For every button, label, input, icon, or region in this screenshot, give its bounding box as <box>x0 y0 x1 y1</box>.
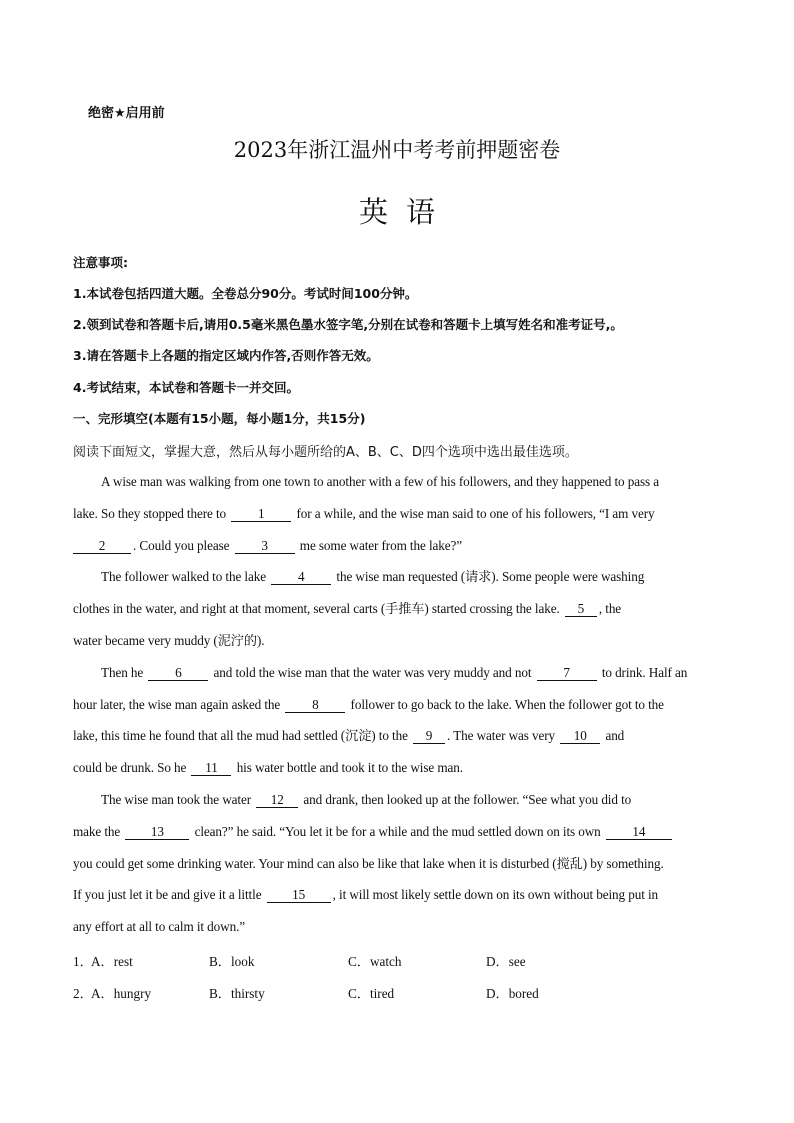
notice-item: 1.本试卷包括四道大题。全卷总分90分。考试时间100分钟。 <box>73 286 418 301</box>
passage-text: and told the wise man that the water was very muddy and not <box>213 664 532 680</box>
passage-text: you could get some drinking water. Your mind can also be like that lake when it is disturbed (搅乱) by something. <box>73 855 664 871</box>
passage-text: If you just let it be and give it a little <box>73 887 262 903</box>
blank-13: 13 <box>125 825 189 840</box>
passage-text: clean?” he said. “You let it be for a while and the mud settled down on its own <box>194 823 601 839</box>
passage-line <box>73 472 723 504</box>
passage-text: A wise man was walking from one town to another with a few of his followers, and they happened to pass a <box>101 474 659 489</box>
passage-line <box>73 885 723 917</box>
passage-text: and <box>605 728 625 744</box>
blank-14: 14 <box>606 825 672 840</box>
blank-4: 4 <box>271 570 331 585</box>
blank-1: 1 <box>231 507 291 522</box>
passage-text: any effort at all to calm it down.” <box>73 919 246 935</box>
passage-line <box>73 822 723 854</box>
passage-line <box>73 917 723 949</box>
blank-12: 12 <box>256 793 298 808</box>
notice-item: 2.领到试卷和答题卡后,请用0.5毫米黑色墨水签字笔,分别在试卷和答题卡上填写姓名和准考证号,。 <box>73 317 623 332</box>
option-d[interactable]: D．bored <box>486 986 539 1001</box>
passage-text: to drink. Half an <box>601 664 688 680</box>
passage-line <box>73 631 723 663</box>
passage-text: for a while, and the wise man said to one of his followers, “I am very <box>296 505 655 521</box>
passage-line <box>73 567 723 599</box>
option-d[interactable]: D．see <box>486 954 526 969</box>
blank-15: 15 <box>267 888 331 903</box>
passage-text: his water bottle and took it to the wise man. <box>236 760 463 776</box>
passage-text: and drank, then looked up at the follower. “See what you did to <box>303 791 632 807</box>
notice-heading: 注意事项: <box>73 255 128 270</box>
passage-line <box>73 663 723 695</box>
passage-text: The wise man took the water <box>101 791 252 807</box>
passage-text: , the <box>598 601 622 617</box>
blank-10: 10 <box>560 729 600 744</box>
passage-text: . Could you please <box>133 537 230 553</box>
option-b[interactable]: B．look <box>209 954 255 969</box>
cloze-passage <box>73 472 723 949</box>
passage-text: , it will most likely settle down on its own without being put in <box>332 887 659 903</box>
blank-11: 11 <box>191 761 231 776</box>
passage-text: clothes in the water, and right at that moment, several carts (手推车) started crossing the lake. <box>73 601 560 617</box>
passage-text: Then he <box>101 664 144 680</box>
passage-text: water became very muddy (泥泞的). <box>73 632 265 648</box>
option-a[interactable]: A．hungry <box>91 986 152 1001</box>
blank-7: 7 <box>537 666 597 681</box>
passage-text: me some water from the lake?” <box>299 537 463 553</box>
option-a[interactable]: A．rest <box>91 954 133 969</box>
subject-title: 英语 <box>358 195 453 229</box>
passage-line <box>73 599 723 631</box>
notice-item: 4.考试结束，本试卷和答题卡一并交回。 <box>73 380 299 395</box>
passage-text: . The water was very <box>447 728 556 744</box>
secret-label: 绝密★启用前 <box>88 106 165 121</box>
passage-text: the wise man requested (请求). Some people were washing <box>336 569 645 585</box>
passage-line <box>73 854 723 886</box>
section-instruction: 阅读下面短文，掌握大意，然后从每小题所给的A、B、C、D四个选项中选出最佳选项。 <box>73 445 578 460</box>
option-c[interactable]: C．watch <box>348 954 402 969</box>
blank-3: 3 <box>235 539 295 554</box>
passage-text: hour later, the wise man again asked the <box>73 696 281 712</box>
passage-line <box>73 504 723 536</box>
passage-line <box>73 695 723 727</box>
notice-item: 3.请在答题卡上各题的指定区域内作答,否则作答无效。 <box>73 348 379 363</box>
passage-text: lake. So they stopped there to <box>73 505 227 521</box>
passage-text: make the <box>73 823 121 839</box>
passage-line <box>73 758 723 790</box>
passage-text: could be drunk. So he <box>73 760 187 776</box>
blank-5: 5 <box>565 602 597 617</box>
option-b[interactable]: B．thirsty <box>209 986 265 1001</box>
blank-8: 8 <box>285 698 345 713</box>
passage-line <box>73 790 723 822</box>
question-number: 2． <box>73 986 93 1001</box>
passage-text: lake, this time he found that all the mud had settled (沉淀) to the <box>73 728 408 744</box>
blank-6: 6 <box>148 666 208 681</box>
exam-title: 2023年浙江温州中考考前押题密卷 <box>233 138 561 162</box>
blank-2: 2 <box>73 539 131 554</box>
blank-9: 9 <box>413 729 445 744</box>
passage-text: The follower walked to the lake <box>101 569 266 585</box>
passage-line <box>73 536 723 568</box>
section-title: 一、完形填空(本题有15小题，每小题1分，共15分) <box>73 411 366 426</box>
option-c[interactable]: C．tired <box>348 986 395 1001</box>
passage-line <box>73 726 723 758</box>
passage-text: follower to go back to the lake. When the follower got to the <box>350 696 664 712</box>
question-number: 1． <box>73 954 93 969</box>
